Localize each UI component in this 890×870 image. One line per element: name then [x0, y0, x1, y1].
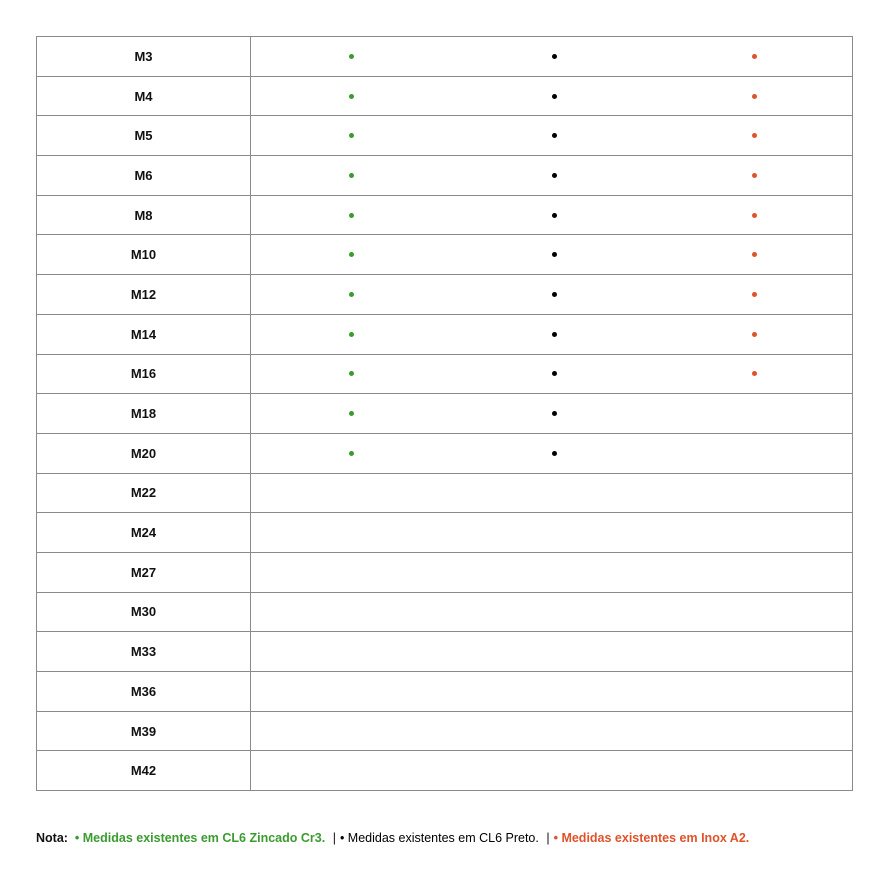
size-label: M12 — [37, 275, 251, 315]
legend-note — [36, 831, 749, 845]
inox-availability-dot — [752, 252, 757, 257]
zinc-availability-dot — [349, 173, 354, 178]
size-label: M3 — [37, 37, 251, 77]
preto-availability-dot — [552, 213, 557, 218]
preto-availability-dot — [552, 371, 557, 376]
table-row — [37, 156, 853, 196]
size-label: M39 — [37, 711, 251, 751]
size-label: M18 — [37, 394, 251, 434]
availability-cell — [251, 76, 853, 116]
inox-availability-dot — [752, 54, 757, 59]
inox-availability-dot — [752, 332, 757, 337]
legend-inox: • Medidas existentes em Inox A2. — [553, 831, 750, 845]
size-label: M16 — [37, 354, 251, 394]
availability-cell — [251, 473, 853, 513]
legend-zinc: • Medidas existentes em CL6 Zincado Cr3. — [74, 831, 326, 845]
inox-availability-dot — [752, 292, 757, 297]
availability-cell — [251, 37, 853, 77]
availability-cell — [251, 711, 853, 751]
preto-availability-dot — [552, 173, 557, 178]
table-row — [37, 592, 853, 632]
table-row — [37, 37, 853, 77]
zinc-availability-dot — [349, 371, 354, 376]
sizes-table — [36, 36, 853, 791]
availability-cell — [251, 632, 853, 672]
availability-cell — [251, 751, 853, 791]
note-label: Nota: — [36, 831, 68, 845]
availability-cell — [251, 275, 853, 315]
table-row — [37, 116, 853, 156]
zinc-availability-dot — [349, 411, 354, 416]
legend-separator: | — [332, 831, 336, 845]
availability-cell — [251, 354, 853, 394]
zinc-availability-dot — [349, 54, 354, 59]
sizes-table-body — [37, 37, 853, 791]
table-row — [37, 235, 853, 275]
availability-cell — [251, 513, 853, 553]
availability-cell — [251, 592, 853, 632]
inox-availability-dot — [752, 94, 757, 99]
zinc-availability-dot — [349, 451, 354, 456]
table-row — [37, 513, 853, 553]
preto-availability-dot — [552, 54, 557, 59]
preto-availability-dot — [552, 94, 557, 99]
zinc-availability-dot — [349, 332, 354, 337]
size-label: M33 — [37, 632, 251, 672]
preto-availability-dot — [552, 332, 557, 337]
table-row — [37, 314, 853, 354]
availability-cell — [251, 552, 853, 592]
zinc-availability-dot — [349, 213, 354, 218]
availability-cell — [251, 433, 853, 473]
zinc-availability-dot — [349, 133, 354, 138]
preto-availability-dot — [552, 411, 557, 416]
inox-availability-dot — [752, 133, 757, 138]
size-label: M27 — [37, 552, 251, 592]
inox-availability-dot — [752, 173, 757, 178]
table-row — [37, 473, 853, 513]
table-row — [37, 354, 853, 394]
availability-cell — [251, 672, 853, 712]
legend-separator: | — [546, 831, 550, 845]
availability-cell — [251, 235, 853, 275]
table-row — [37, 394, 853, 434]
table-row — [37, 275, 853, 315]
size-label: M5 — [37, 116, 251, 156]
inox-availability-dot — [752, 213, 757, 218]
size-label: M24 — [37, 513, 251, 553]
availability-cell — [251, 195, 853, 235]
size-label: M6 — [37, 156, 251, 196]
table-row — [37, 195, 853, 235]
table-row — [37, 433, 853, 473]
size-label: M10 — [37, 235, 251, 275]
preto-availability-dot — [552, 451, 557, 456]
size-label: M30 — [37, 592, 251, 632]
size-label: M8 — [37, 195, 251, 235]
table-row — [37, 76, 853, 116]
availability-cell — [251, 116, 853, 156]
preto-availability-dot — [552, 133, 557, 138]
size-label: M20 — [37, 433, 251, 473]
inox-availability-dot — [752, 371, 757, 376]
zinc-availability-dot — [349, 94, 354, 99]
availability-cell — [251, 394, 853, 434]
table-row — [37, 711, 853, 751]
preto-availability-dot — [552, 252, 557, 257]
availability-cell — [251, 314, 853, 354]
legend-preto: • Medidas existentes em CL6 Preto. — [339, 831, 539, 845]
size-label: M4 — [37, 76, 251, 116]
zinc-availability-dot — [349, 252, 354, 257]
availability-cell — [251, 156, 853, 196]
preto-availability-dot — [552, 292, 557, 297]
table-row — [37, 552, 853, 592]
table-row — [37, 672, 853, 712]
size-label: M14 — [37, 314, 251, 354]
zinc-availability-dot — [349, 292, 354, 297]
table-row — [37, 632, 853, 672]
size-label: M22 — [37, 473, 251, 513]
size-label: M42 — [37, 751, 251, 791]
size-label: M36 — [37, 672, 251, 712]
table-row — [37, 751, 853, 791]
